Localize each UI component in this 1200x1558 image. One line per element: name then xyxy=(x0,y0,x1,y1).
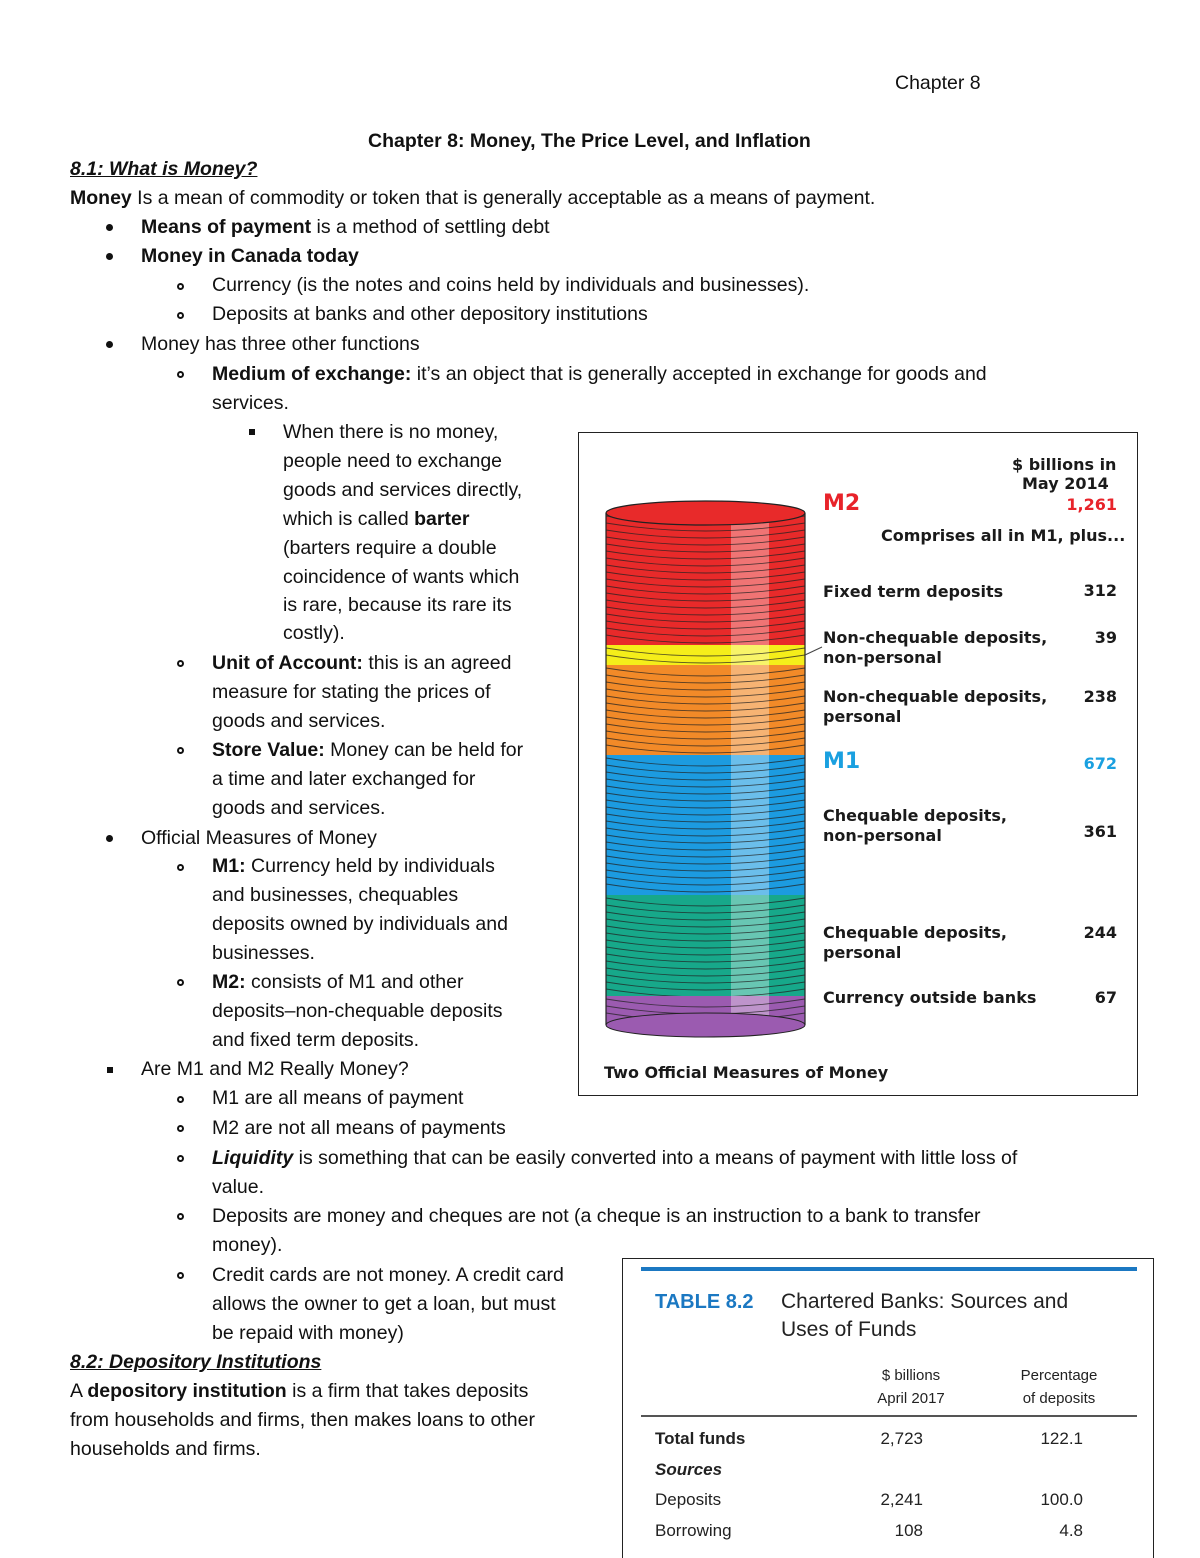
section-heading-8-2: 8.2: Depository Institutions xyxy=(70,1351,322,1373)
m1-value: 672 xyxy=(1083,754,1117,773)
barter-line-1: When there is no money, xyxy=(283,421,499,443)
table-sources-label: Sources xyxy=(655,1460,723,1479)
table-total-label: Total funds xyxy=(655,1429,746,1448)
pointer-line xyxy=(805,647,822,655)
circle-bullet-icon xyxy=(177,1125,184,1132)
bullet-icon xyxy=(106,224,113,231)
table-col2-header-2: of deposits xyxy=(1022,1390,1096,1407)
m1-definition-cont-2: deposits owned by individuals and xyxy=(212,913,508,935)
m2-value: 1,261 xyxy=(1066,495,1117,514)
credit-cards-item: Credit cards are not money. A credit card xyxy=(212,1264,564,1286)
row-label-nonchq-nonpersonal-2: non-personal xyxy=(823,648,942,667)
money-in-canada-item: Money in Canada today xyxy=(141,245,359,267)
table-title-2: Uses of Funds xyxy=(781,1318,917,1341)
m1-definition-item: M1: Currency held by individuals xyxy=(212,855,495,877)
stack-top-cap xyxy=(606,501,805,525)
square-bullet-icon xyxy=(249,429,255,435)
figure-caption: Two Official Measures of Money xyxy=(604,1063,889,1082)
table-row-v1: 2,241 xyxy=(880,1490,923,1509)
circle-bullet-icon xyxy=(177,864,184,871)
table-row-v2: 4.8 xyxy=(1059,1521,1083,1540)
money-definition: Money Is a mean of commodity or token that is generally acceptable as a means of payment. xyxy=(70,187,876,209)
unit-of-account-cont-1: measure for stating the prices of xyxy=(212,681,491,703)
row-label-fixed-term: Fixed term deposits xyxy=(823,582,1004,601)
m1-label: M1 xyxy=(823,749,861,774)
medium-of-exchange-cont: services. xyxy=(212,392,289,414)
m2-definition-cont-1: deposits–non-chequable deposits xyxy=(212,1000,503,1022)
m2-definition-item: M2: consists of M1 and other xyxy=(212,971,464,993)
circle-bullet-icon xyxy=(177,283,184,290)
stack-highlight xyxy=(731,755,769,895)
barter-line-4: which is called barter xyxy=(283,508,470,530)
table-row-label: Deposits xyxy=(655,1490,722,1509)
m2-definition-cont-2: and fixed term deposits. xyxy=(212,1029,420,1051)
money-measures-figure xyxy=(578,432,1138,1096)
row-value-chq-personal: 244 xyxy=(1083,923,1117,942)
circle-bullet-icon xyxy=(177,1213,184,1220)
barter-line-6: coincidence of wants which xyxy=(283,566,520,588)
stack-bottom-cap xyxy=(606,1013,805,1037)
row-value-chq-nonpersonal: 361 xyxy=(1083,822,1117,841)
row-label-nonchq-personal-2: personal xyxy=(823,707,902,726)
table-row-v2: 100.0 xyxy=(1040,1490,1083,1509)
depository-institution-definition: A depository institution is a firm that takes deposits xyxy=(70,1380,529,1402)
table-title-1: Chartered Banks: Sources and xyxy=(781,1290,1069,1313)
liquidity-cont: value. xyxy=(212,1176,265,1198)
means-of-payment-item: Means of payment is a method of settling debt xyxy=(141,216,550,238)
row-value-nonchq-nonpersonal: 39 xyxy=(1094,628,1117,647)
credit-cards-cont-1: allows the owner to get a loan, but must xyxy=(212,1293,556,1315)
store-value-item: Store Value: Money can be held for xyxy=(212,739,524,761)
barter-line-2: people need to exchange xyxy=(283,450,503,472)
table-header-rule xyxy=(641,1415,1137,1417)
m1-definition-cont-1: and businesses, chequables xyxy=(212,884,459,906)
three-functions-item: Money has three other functions xyxy=(141,333,420,355)
circle-bullet-icon xyxy=(177,1272,184,1279)
table-row-v1: 108 xyxy=(894,1521,923,1540)
row-value-fixed-term: 312 xyxy=(1083,581,1117,600)
stack-segment-nonchq-personal xyxy=(606,665,805,755)
currency-item: Currency (is the notes and coins held by individuals and businesses). xyxy=(212,274,810,296)
depository-institution-cont-1: from households and firms, then makes loans to other xyxy=(70,1409,535,1431)
stack-body xyxy=(606,665,805,755)
circle-bullet-icon xyxy=(177,371,184,378)
page-header: Chapter 8 xyxy=(895,72,981,94)
table-8-2 xyxy=(622,1258,1154,1558)
store-value-cont-1: a time and later exchanged for xyxy=(212,768,476,790)
barter-line-5: (barters require a double xyxy=(283,537,497,559)
circle-bullet-icon xyxy=(177,1155,184,1162)
medium-of-exchange-item: Medium of exchange: it’s an object that is generally accepted in exchange for goods and xyxy=(212,363,987,385)
table-top-rule xyxy=(641,1267,1137,1271)
table-col2-header-1: Percentage xyxy=(1020,1367,1098,1384)
bullet-icon xyxy=(106,341,113,348)
barter-line-8: costly). xyxy=(283,622,345,644)
liquidity-item: Liquidity is something that can be easily converted into a means of payment with little loss of xyxy=(212,1147,1018,1169)
m1-means-item: M1 are all means of payment xyxy=(212,1087,464,1109)
table-total-v1: 2,723 xyxy=(880,1429,923,1448)
bullet-icon xyxy=(106,835,113,842)
stack-segment-chq-personal xyxy=(606,895,805,997)
comprises-label: Comprises all in M1, plus... xyxy=(881,526,1126,545)
unit-of-account-cont-2: goods and services. xyxy=(212,710,386,732)
table-col1-header-2: April 2017 xyxy=(877,1390,945,1407)
units-label-2: May 2014 xyxy=(1022,474,1109,493)
m2-means-item: M2 are not all means of payments xyxy=(212,1117,506,1139)
credit-cards-cont-2: be repaid with money) xyxy=(212,1322,404,1344)
table-row-label: Borrowing xyxy=(655,1521,732,1540)
row-label-currency: Currency outside banks xyxy=(823,988,1037,1007)
page-title: Chapter 8: Money, The Price Level, and Inflation xyxy=(368,130,811,152)
row-label-chq-nonpersonal: Chequable deposits, xyxy=(823,806,1007,825)
unit-of-account-item: Unit of Account: this is an agreed xyxy=(212,652,512,674)
units-label-1: $ billions in xyxy=(1012,455,1117,474)
stack-segment-fixed-term xyxy=(606,513,805,645)
m1-definition-cont-3: businesses. xyxy=(212,942,315,964)
table-total-v2: 122.1 xyxy=(1040,1429,1083,1448)
section-heading-8-1: 8.1: What is Money? xyxy=(70,158,258,180)
official-measures-item: Official Measures of Money xyxy=(141,827,377,849)
circle-bullet-icon xyxy=(177,979,184,986)
stack-body xyxy=(606,895,805,996)
stack-body xyxy=(606,645,805,665)
circle-bullet-icon xyxy=(177,312,184,319)
row-label-chq-nonpersonal-2: non-personal xyxy=(823,826,942,845)
row-value-currency: 67 xyxy=(1094,988,1117,1007)
barter-line-3: goods and services directly, xyxy=(283,479,523,501)
row-value-nonchq-personal: 238 xyxy=(1083,687,1117,706)
bullet-icon xyxy=(106,253,113,260)
deposits-cheques-item: Deposits are money and cheques are not (a cheque is an instruction to a bank to transfer xyxy=(212,1205,981,1227)
circle-bullet-icon xyxy=(177,747,184,754)
row-label-chq-personal-2: personal xyxy=(823,943,902,962)
row-label-nonchq-personal: Non-chequable deposits, xyxy=(823,687,1048,706)
really-money-item: Are M1 and M2 Really Money? xyxy=(141,1058,409,1080)
table-col1-header-1: $ billions xyxy=(881,1367,941,1384)
stack-segment-nonchq-nonpersonal xyxy=(606,645,805,665)
deposits-item: Deposits at banks and other depository institutions xyxy=(212,303,648,325)
row-label-chq-personal: Chequable deposits, xyxy=(823,923,1007,942)
deposits-cheques-cont: money). xyxy=(212,1234,283,1256)
stack-segment-chq-nonpersonal xyxy=(606,755,805,895)
row-label-nonchq-nonpersonal: Non-chequable deposits, xyxy=(823,628,1048,647)
barter-line-7: is rare, because its rare its xyxy=(283,594,512,616)
m2-label: M2 xyxy=(823,491,861,516)
store-value-cont-2: goods and services. xyxy=(212,797,386,819)
square-bullet-icon xyxy=(107,1067,113,1073)
circle-bullet-icon xyxy=(177,1096,184,1103)
depository-institution-cont-2: households and firms. xyxy=(70,1438,261,1460)
table-label: TABLE 8.2 xyxy=(655,1291,754,1313)
circle-bullet-icon xyxy=(177,660,184,667)
